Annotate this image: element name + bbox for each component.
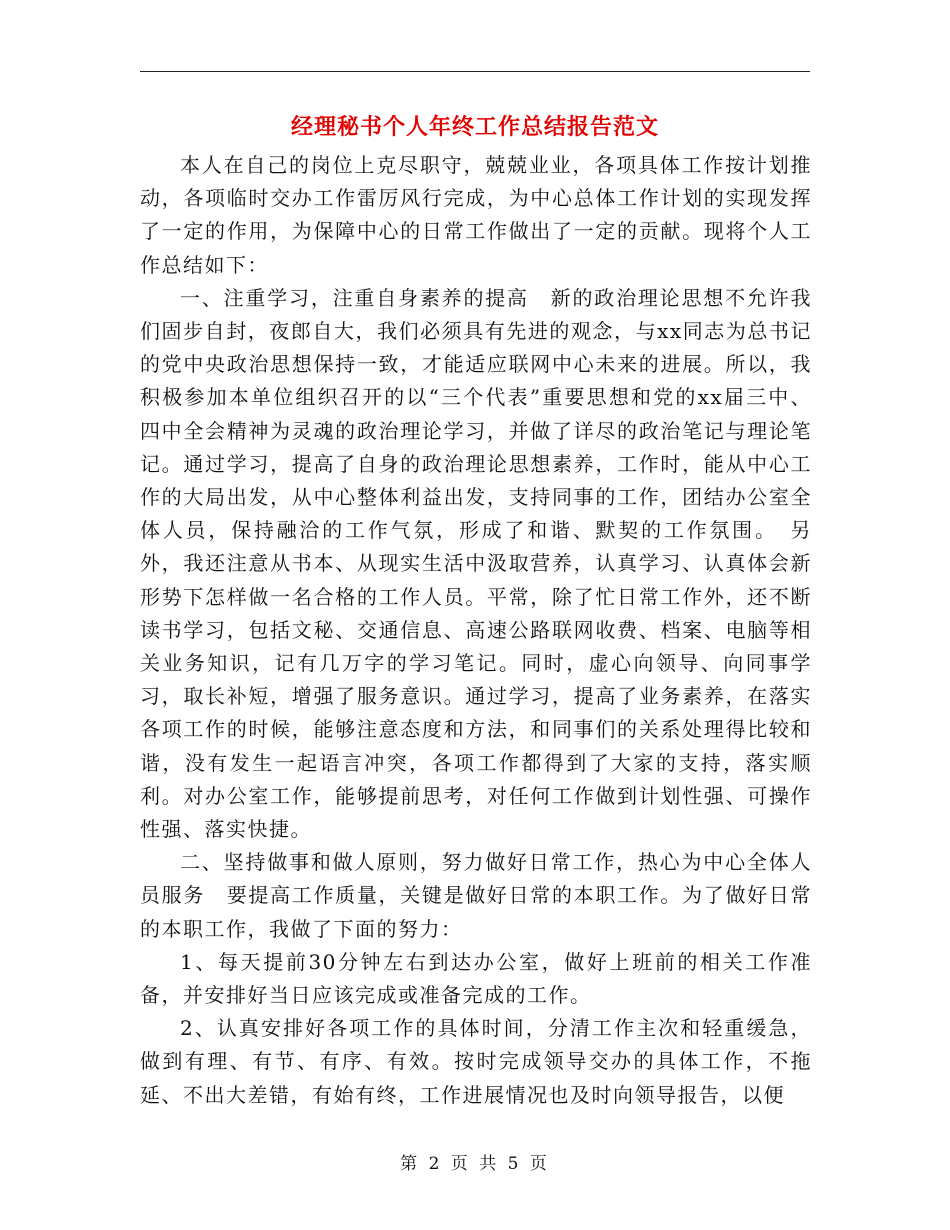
- document-title: 经理秘书个人年终工作总结报告范文: [290, 114, 659, 140]
- header-rule: [140, 71, 810, 72]
- paragraph-item-one: 1、每天提前30分钟左右到达办公室，做好上班前的相关工作准备，并安排好当日应该完成或准备完成的工作。: [140, 949, 812, 1008]
- paragraph-section-one: 一、注重学习，注重自身素养的提高 新的政治理论思想不允许我们固步自封，夜郎自大，我们必须具有先进的观念，与xx同志为总书记的党中央政治思想保持一致，才能适应联网中心未来的进展。所以，我积极参加本单位组织召开的以“三个代表”重要思想和党的xx届三中、四中全会精神为灵魂的政治理论学习，并做了详尽的政治笔记与理论笔记。通过学习，提高了自身的政治理论思想素养，工作时，能从中心工作的大局出发，从中心整体利益出发，支持同事的工作，团结办公室全体人员，保持融洽的工作气氛，形成了和谐、默契的工作氛围。 另外，我还注意从书本、从现实生活中汲取营养，认真学习、认真体会新形势下怎样做一名合格的工作人员。平常，除了忙日常工作外，还不断读书学习，包括文秘、交通信息、高速公路联网收费、档案、电脑等相关业务知识，记有几万字的学习笔记。同时，虚心向领导、向同事学习，取长补短，增强了服务意识。通过学习，提高了业务素养，在落实各项工作的时候，能够注意态度和方法，和同事们的关系处理得比较和谐，没有发生一起语言冲突，各项工作都得到了大家的支持，落实顺利。对办公室工作，能够提前思考，对任何工作做到计划性强、可操作性强、落实快捷。: [140, 285, 812, 842]
- document-body: [140, 149, 812, 1112]
- page-number: 第 2 页 共 5 页: [400, 1154, 550, 1174]
- paragraph-item-two: 2、认真安排好各项工作的具体时间，分清工作主次和轻重缓急，做到有理、有节、有序、有效。按时完成领导交办的具体工作，不拖延、不出大差错，有始有终，工作进展情况也及时向领导报告，以便: [140, 1016, 812, 1107]
- paragraph-section-two: 二、坚持做事和做人原则，努力做好日常工作，热心为中心全体人员服务 要提高工作质量，关键是做好日常的本职工作。为了做好日常的本职工作，我做了下面的努力：: [140, 850, 812, 941]
- paragraph-intro: 本人在自己的岗位上克尽职守，兢兢业业，各项具体工作按计划推动，各项临时交办工作雷厉风行完成，为中心总体工作计划的实现发挥了一定的作用，为保障中心的日常工作做出了一定的贡献。现将个人工作总结如下：: [140, 153, 812, 277]
